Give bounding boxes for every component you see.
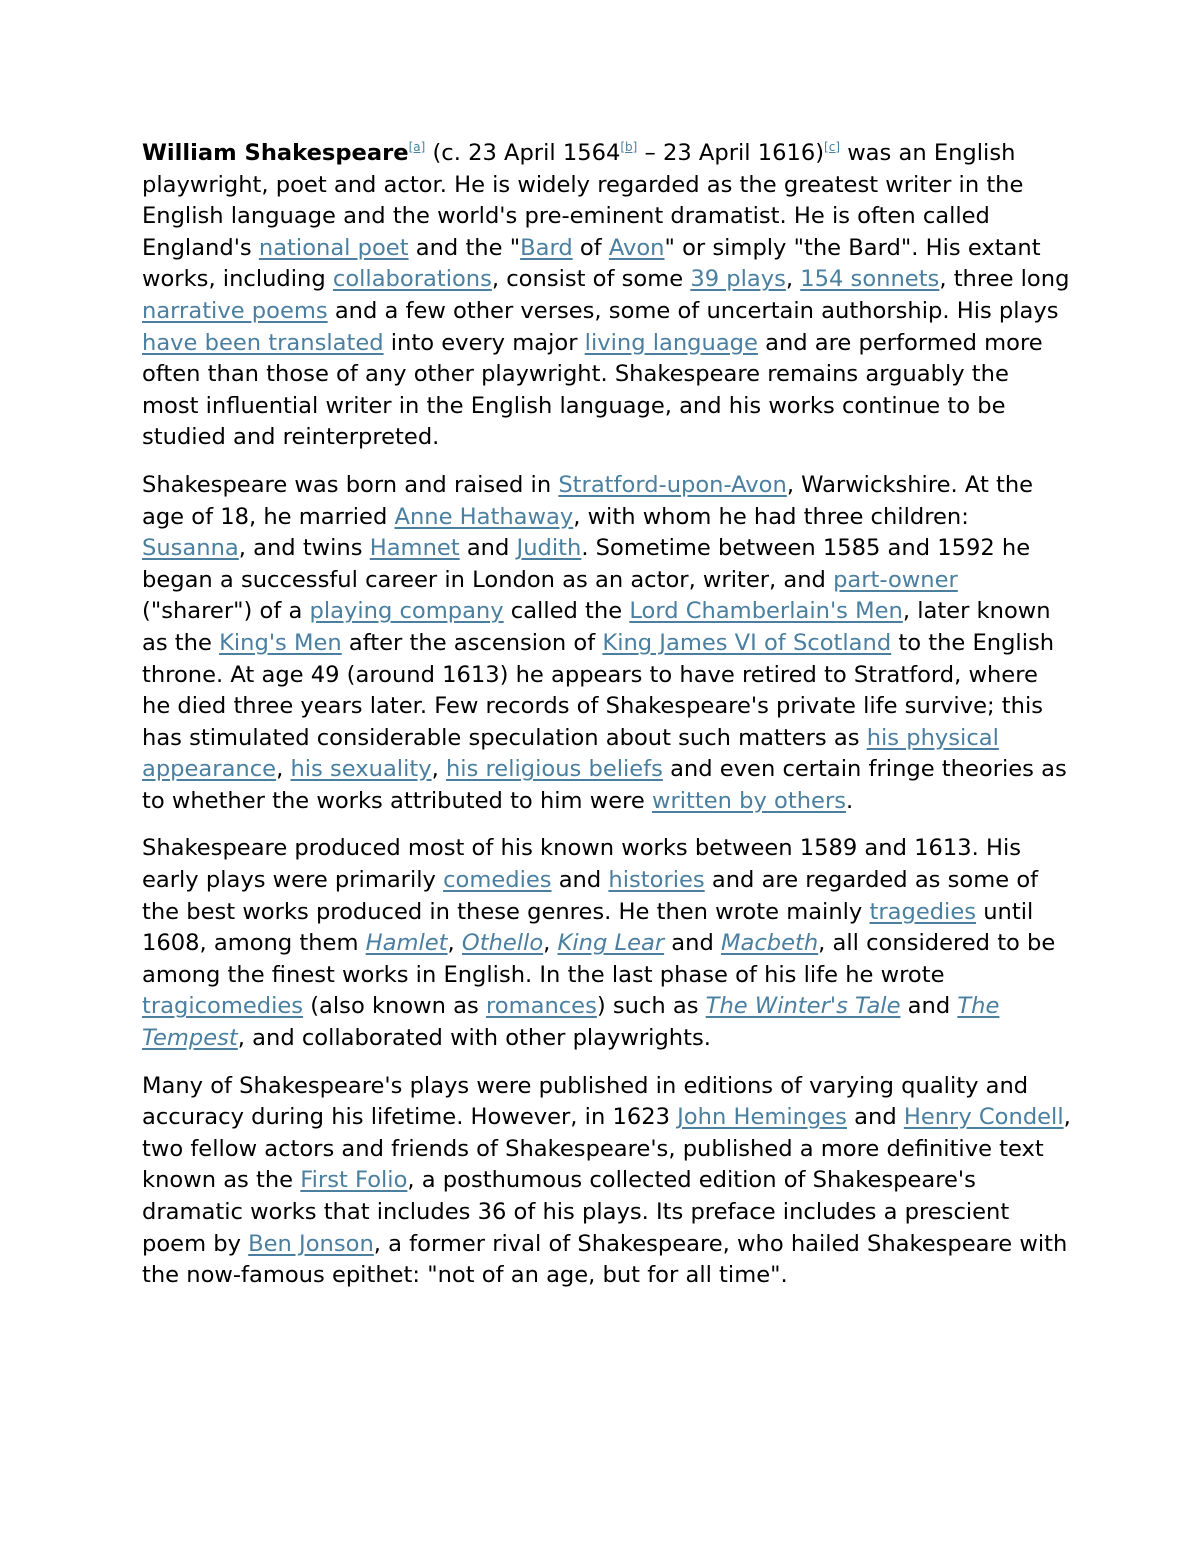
text-run: , Warwickshire. At the age of 18, he married (142, 471, 1034, 530)
link-39-plays[interactable]: 39 plays (690, 266, 786, 293)
text-run: and the " (408, 234, 521, 261)
link-his-sexuality[interactable]: his sexuality (290, 756, 432, 783)
link-bard[interactable]: Bard (520, 234, 573, 261)
link-john-heminges[interactable]: John Heminges (677, 1104, 847, 1131)
text-run: , (785, 266, 801, 293)
text-run: ("sharer") of a (142, 598, 310, 625)
text-run: and (664, 930, 721, 957)
text-run: and (551, 867, 609, 894)
link-romances[interactable]: romances (485, 993, 597, 1020)
text-run: was an English playwright, poet and actor. He is widely regarded as the greatest writer in the English language and the world's pre-eminent dramatist. He is often called England's (142, 140, 1024, 261)
text-run: , and twins (238, 535, 370, 562)
link-first-folio[interactable]: First Folio (300, 1167, 408, 1194)
text-run: of (572, 234, 609, 261)
link-othello[interactable]: Othello (461, 930, 544, 957)
text-run: Many of Shakespeare's plays were published in editions of varying quality and accuracy during his lifetime. However, in 1623 (142, 1072, 1029, 1131)
text-run: . Sometime between 1585 and 1592 he began a successful career in London as an actor, writer, and (142, 535, 1031, 593)
text-run: and are performed more often than those of any other playwright. Shakespeare remains arguably the most influential writer in the English language, and his works continue to be studied and reinterpreted. (142, 329, 1043, 451)
link-henry-condell[interactable]: Henry Condell (903, 1104, 1064, 1131)
text-run: and (459, 535, 517, 562)
text-run: ) such as (596, 993, 706, 1020)
link-154-sonnets[interactable]: 154 sonnets (800, 266, 940, 293)
link-his-religious-beliefs[interactable]: his religious beliefs (445, 756, 663, 783)
link-part-owner[interactable]: part-owner (833, 566, 958, 593)
link-the-winter-s-tale[interactable]: The Winter's Tale (705, 993, 901, 1020)
link-macbeth[interactable]: Macbeth (720, 930, 819, 957)
text-run: and (846, 1104, 904, 1131)
text-run: , (543, 930, 558, 957)
text-run: , later known as the (142, 598, 1051, 656)
paragraph-1 (142, 138, 1072, 454)
text-run: and (900, 993, 958, 1020)
text-run: called the (503, 598, 630, 625)
subject-name: William Shakespeare (142, 140, 409, 166)
text-run: , two fellow actors and friends of Shakespeare's, published a more definitive text known as the (142, 1104, 1071, 1194)
text-run: – 23 April 1616) (637, 140, 825, 166)
link-hamnet[interactable]: Hamnet (369, 535, 460, 562)
text-run: (also known as (303, 993, 486, 1020)
text-run: , (447, 930, 462, 957)
link-king-s-men[interactable]: King's Men (219, 629, 342, 656)
paragraph-3 (142, 833, 1072, 1054)
link-histories[interactable]: histories (608, 867, 705, 894)
footnote-ref (824, 140, 840, 154)
text-run: into every major (383, 329, 585, 356)
document-body (142, 138, 1072, 1308)
link-the-tempest[interactable]: The Tempest (142, 993, 1000, 1052)
link-collaborations[interactable]: collaborations (332, 266, 492, 293)
link-comedies[interactable]: comedies (443, 867, 552, 894)
link-hamlet[interactable]: Hamlet (365, 930, 448, 957)
link-narrative-poems[interactable]: narrative poems (142, 297, 328, 324)
text-run: until 1608, among them (142, 898, 1034, 957)
text-run: , with whom he had three children: (573, 503, 969, 530)
link-stratford-upon-avon[interactable]: Stratford-upon-Avon (558, 471, 787, 498)
footnote-link-c[interactable]: [c] (824, 140, 841, 154)
link-national-poet[interactable]: national poet (258, 234, 409, 261)
link-tragicomedies[interactable]: tragicomedies (142, 993, 304, 1020)
link-judith[interactable]: Judith (516, 535, 582, 562)
text-run: , and collaborated with other playwrights. (237, 1025, 711, 1052)
link-his-physical-appearance[interactable]: his physical appearance (142, 724, 999, 783)
link-lord-chamberlain-s-men[interactable]: Lord Chamberlain's Men (629, 598, 903, 625)
link-tragedies[interactable]: tragedies (869, 898, 977, 925)
text-run: " or simply "the Bard". His extant works, including (142, 234, 1041, 293)
text-run: , (276, 756, 291, 783)
footnote-ref (620, 140, 637, 154)
paragraph-4 (142, 1071, 1072, 1292)
text-run: , (431, 756, 446, 783)
link-ben-jonson[interactable]: Ben Jonson (248, 1230, 374, 1257)
link-susanna[interactable]: Susanna (142, 535, 239, 562)
paragraph-2 (142, 470, 1072, 818)
text-run: . (846, 787, 854, 814)
text-run: , consist of some (491, 266, 691, 293)
text-run: Shakespeare was born and raised in (142, 471, 559, 498)
link-have-been-translated[interactable]: have been translated (142, 329, 384, 356)
text-run: , a posthumous collected edition of Shakespeare's dramatic works that includes 36 of his plays. Its preface includes a prescient poem by (142, 1167, 1010, 1257)
link-playing-company[interactable]: playing company (309, 598, 504, 625)
text-run: (c. 23 April 1564 (425, 140, 621, 166)
link-written-by-others[interactable]: written by others (651, 787, 847, 814)
footnote-link-a[interactable]: [a] (408, 140, 426, 154)
text-run: , all considered to be among the finest works in English. In the last phase of his life he wrote (142, 930, 1056, 988)
link-king-james-vi-of-scotland[interactable]: King James VI of Scotland (602, 629, 892, 656)
text-run: and are regarded as some of the best works produced in these genres. He then wrote mainly (142, 867, 1039, 925)
text-run: and a few other verses, some of uncertain authorship. His plays (327, 297, 1059, 324)
footnote-ref (409, 140, 426, 154)
text-run: Shakespeare produced most of his known works between 1589 and 1613. His early plays were primarily (142, 835, 1022, 894)
text-run: , three long (939, 266, 1070, 293)
text-run: and even certain fringe theories as to whether the works attributed to him were (142, 756, 1067, 814)
text-run: after the ascension of (341, 629, 603, 656)
text-run: to the English throne. At age 49 (around 1613) he appears to have retired to Stratford, where he died three years later. Few records of Shakespeare's private life survive; this has stimulated considerable speculation about such matters as (142, 629, 1055, 751)
link-living-language[interactable]: living language (584, 329, 758, 356)
footnote-link-b[interactable]: [b] (620, 140, 638, 154)
link-anne-hathaway[interactable]: Anne Hathaway (394, 503, 574, 530)
link-avon[interactable]: Avon (608, 234, 665, 261)
text-run: , a former rival of Shakespeare, who hailed Shakespeare with the now-famous epithet: "not of an age, but for all time". (142, 1230, 1068, 1289)
link-king-lear[interactable]: King Lear (557, 930, 665, 957)
